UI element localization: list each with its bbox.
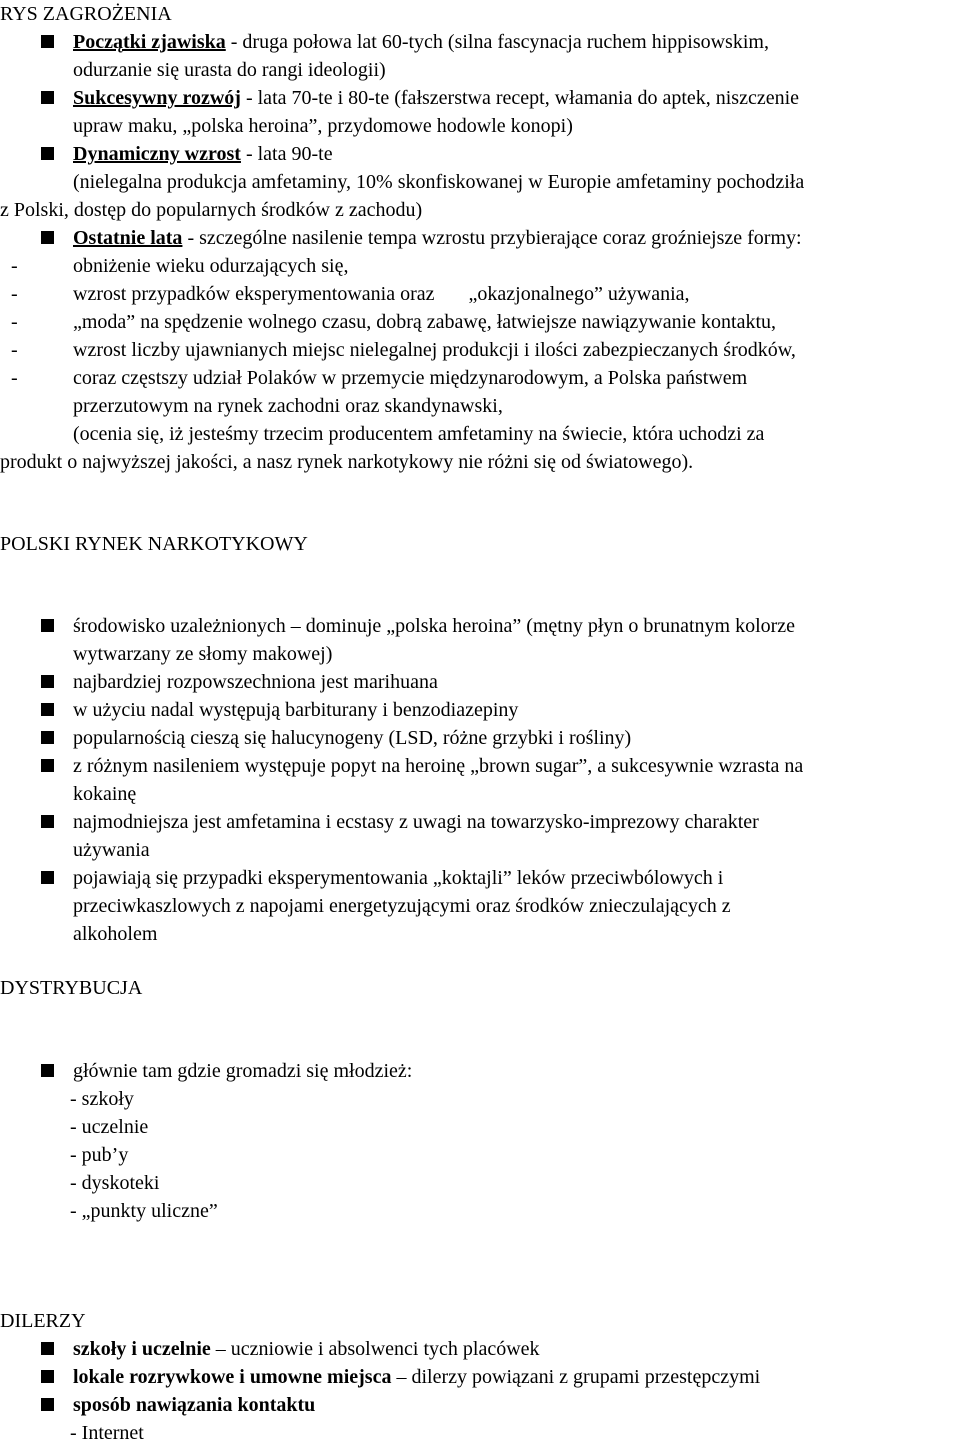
- dash-item: [0, 280, 960, 308]
- list-item: - pub’y: [70, 1144, 129, 1166]
- bullet-text: - druga połowa lat 60-tych (silna fascynacja ruchem hippisowskim,: [225, 31, 769, 53]
- bullet-item: [0, 1391, 960, 1419]
- list-item: - dyskoteki: [70, 1172, 160, 1194]
- dash-marker: -: [11, 339, 18, 361]
- paragraph-line: z Polski, dostęp do popularnych środków z zachodu): [0, 199, 423, 221]
- list-dystrybucja: [0, 1057, 960, 1225]
- dash-text: „moda” na spędzenie wolnego czasu, dobrą zabawę, łatwiejsze nawiązywanie kontaktu,: [73, 311, 777, 333]
- bullet-term: szkoły i uczelnie: [73, 1338, 211, 1360]
- bullet-text: głównie tam gdzie gromadzi się młodzież:: [73, 1060, 413, 1082]
- bullet-item: [0, 724, 960, 752]
- dash-text: wzrost przypadków eksperymentowania oraz: [73, 283, 435, 305]
- heading-rys-zagrozenia: RYS ZAGROŻENIA: [0, 3, 172, 25]
- bullet-text: popularnością cieszą się halucynogeny (LSD, różne grzybki i rośliny): [73, 727, 632, 749]
- dash-item: [0, 364, 960, 392]
- list-item: - „punkty uliczne”: [70, 1200, 218, 1222]
- bullet-term: sposób nawiązania kontaktu: [73, 1394, 316, 1416]
- dash-text: obniżenie wieku odurzających się,: [73, 255, 349, 277]
- bullet-square-icon: [41, 759, 54, 772]
- bullet-text: w użyciu nadal występują barbiturany i benzodiazepiny: [73, 699, 519, 721]
- bullet-continuation: (nielegalna produkcja amfetaminy, 10% skonfiskowanej w Europie amfetaminy pochodziła: [73, 171, 805, 193]
- bullet-continuation: upraw maku, „polska heroina”, przydomowe hodowle konopi): [73, 115, 573, 137]
- bullet-text: środowisko uzależnionych – dominuje „polska heroina” (mętny płyn o brunatnym kolorze: [73, 615, 796, 637]
- bullet-square-icon: [41, 1370, 54, 1383]
- bullet-text: – uczniowie i absolwenci tych placówek: [210, 1338, 540, 1360]
- bullet-text: - lata 90-te: [240, 143, 333, 165]
- dash-item: [0, 252, 960, 280]
- bullet-continuation: wytwarzany ze słomy makowej): [73, 643, 333, 665]
- bullet-item: [0, 224, 960, 252]
- bullet-text: najmodniejsza jest amfetamina i ecstasy z uwagi na towarzysko-imprezowy charakter: [73, 811, 759, 833]
- dash-text: wzrost liczby ujawnianych miejsc nielegalnej produkcji i ilości zabezpieczanych środków,: [73, 339, 796, 361]
- dash-item: [0, 336, 960, 364]
- dash-continuation: przerzutowym na rynek zachodni oraz skandynawski,: [73, 395, 503, 417]
- section-rys-zagrozenia: [0, 0, 960, 476]
- bullet-continuation: alkoholem: [73, 923, 158, 945]
- dash-marker: -: [11, 283, 18, 305]
- bullet-text: - szczególne nasilenie tempa wzrostu przybierające coraz groźniejsze formy:: [182, 227, 802, 249]
- bullet-square-icon: [41, 91, 54, 104]
- bullet-item: [0, 864, 960, 892]
- bullet-term: Dynamiczny wzrost: [73, 143, 241, 165]
- note-line: produkt o najwyższej jakości, a nasz rynek narkotykowy nie różni się od światowego).: [0, 451, 694, 473]
- note-line: (ocenia się, iż jesteśmy trzecim producentem amfetaminy na świecie, która uchodzi za: [73, 423, 765, 445]
- dash-marker: -: [11, 367, 18, 389]
- bullet-square-icon: [41, 703, 54, 716]
- list-item: - szkoły: [70, 1088, 134, 1110]
- bullet-square-icon: [41, 231, 54, 244]
- bullet-text: - lata 70-te i 80-te (fałszerstwa recept, włamania do aptek, niszczenie: [240, 87, 800, 109]
- bullet-square-icon: [41, 35, 54, 48]
- bullet-item: [0, 668, 960, 696]
- bullet-item: [0, 84, 960, 112]
- bullet-square-icon: [41, 1064, 54, 1077]
- bullet-item: [0, 808, 960, 836]
- heading-dystrybucja: DYSTRYBUCJA: [0, 977, 143, 999]
- list-polski-rynek: [0, 612, 960, 948]
- bullet-continuation: przeciwkaszlowych z napojami energetyzującymi oraz środków znieczulających z: [73, 895, 731, 917]
- bullet-item: [0, 752, 960, 780]
- dash-item: [0, 308, 960, 336]
- bullet-item: [0, 1057, 960, 1085]
- bullet-text: – dilerzy powiązani z grupami przestępczymi: [391, 1366, 761, 1388]
- bullet-square-icon: [41, 147, 54, 160]
- bullet-continuation: odurzanie się urasta do rangi ideologii): [73, 59, 386, 81]
- bullet-item: [0, 140, 960, 168]
- dash-marker: -: [11, 311, 18, 333]
- bullet-item: [0, 1335, 960, 1363]
- bullet-item: [0, 1363, 960, 1391]
- bullet-square-icon: [41, 619, 54, 632]
- bullet-square-icon: [41, 675, 54, 688]
- dash-text: coraz częstszy udział Polaków w przemycie międzynarodowym, a Polska państwem: [73, 367, 748, 389]
- bullet-text: z różnym nasileniem występuje popyt na heroinę „brown sugar”, a sukcesywnie wzrasta na: [73, 755, 804, 777]
- list-item: - Internet: [70, 1422, 144, 1444]
- bullet-item: [0, 612, 960, 640]
- bullet-square-icon: [41, 1342, 54, 1355]
- bullet-square-icon: [41, 815, 54, 828]
- bullet-continuation: kokainę: [73, 783, 137, 805]
- heading-polski-rynek: POLSKI RYNEK NARKOTYKOWY: [0, 533, 308, 555]
- bullet-term: Ostatnie lata: [73, 227, 183, 249]
- section-dystrybucja: [0, 974, 960, 1002]
- bullet-continuation: używania: [73, 839, 150, 861]
- bullet-item: [0, 28, 960, 56]
- bullet-square-icon: [41, 871, 54, 884]
- bullet-term: lokale rozrywkowe i umowne miejsca: [73, 1366, 392, 1388]
- bullet-square-icon: [41, 731, 54, 744]
- dash-text: „okazjonalnego” używania,: [468, 283, 690, 305]
- bullet-square-icon: [41, 1398, 54, 1411]
- bullet-text: pojawiają się przypadki eksperymentowania „koktajli” leków przeciwbólowych i: [73, 867, 724, 889]
- list-item: - uczelnie: [70, 1116, 149, 1138]
- bullet-term: Sukcesywny rozwój: [73, 87, 241, 109]
- bullet-term: Początki zjawiska: [73, 31, 226, 53]
- bullet-text: najbardziej rozpowszechniona jest marihuana: [73, 671, 438, 693]
- heading-dilerzy: DILERZY: [0, 1310, 86, 1332]
- dash-marker: -: [11, 255, 18, 277]
- section-polski-rynek: [0, 530, 960, 558]
- bullet-item: [0, 696, 960, 724]
- section-dilerzy: [0, 1307, 960, 1447]
